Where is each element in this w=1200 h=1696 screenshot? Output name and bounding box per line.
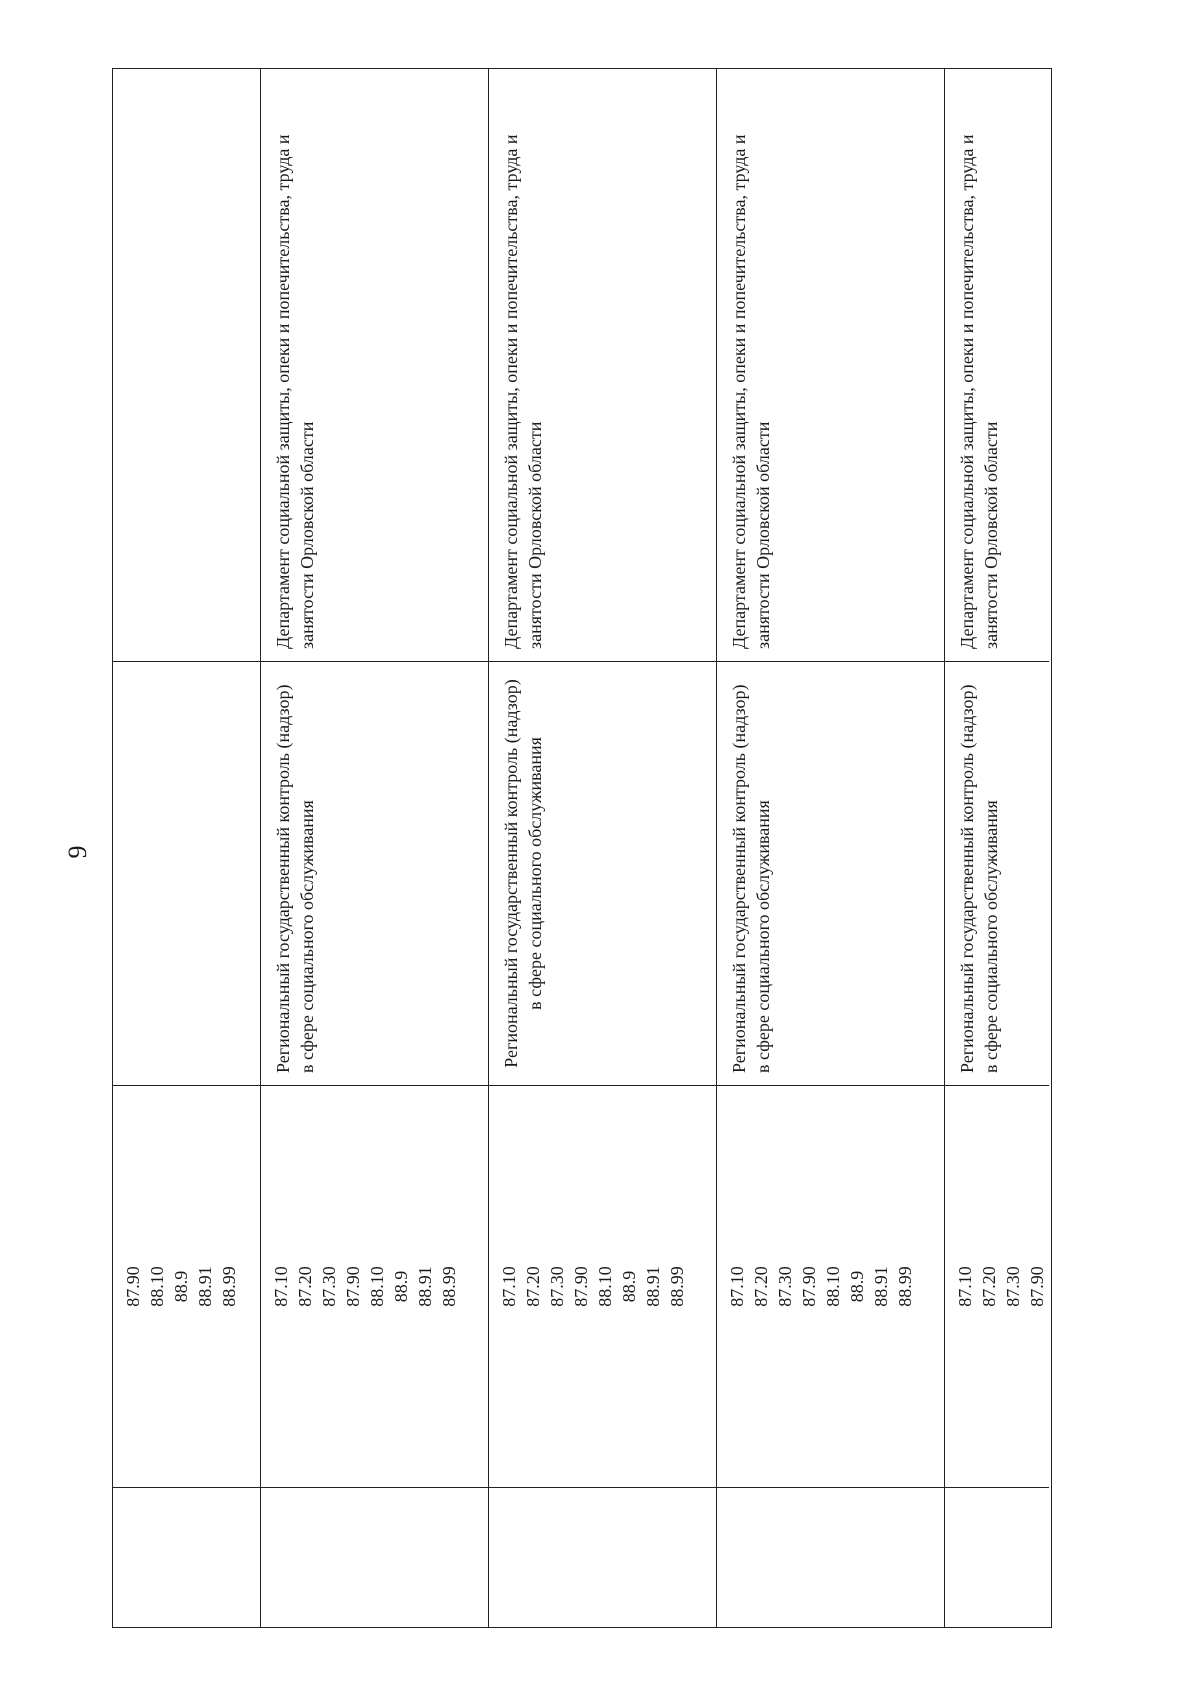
empty-cell [113,1487,260,1627]
okved-code: 87.90 [1027,1266,1047,1307]
department-cell: Департамент социальной защиты, опеки и попечительства, труда и занятости Орловской области [729,134,773,649]
okved-code: 87.10 [727,1266,747,1307]
okved-code: 88.91 [871,1266,891,1307]
table-row [261,69,489,1627]
control-type-cell [113,661,260,1085]
table-row [113,69,261,1627]
empty-cell [945,1487,1049,1627]
okved-code: 88.99 [439,1266,459,1307]
control-type-cell: Региональный государственный контроль (надзор) в сфере социального обслуживания [261,661,488,1085]
okved-code: 87.10 [271,1266,291,1307]
empty-cell [261,1487,488,1627]
okved-codes-cell [261,1085,488,1487]
empty-cell [717,1487,944,1627]
okved-code: 88.9 [391,1270,411,1303]
okved-code: 88.9 [171,1270,191,1303]
okved-code: 87.90 [123,1266,143,1307]
control-type-cell: Региональный государственный контроль (надзор) в сфере социального обслуживания [945,661,1049,1085]
okved-code: 88.10 [823,1266,843,1307]
department-cell: Департамент социальной защиты, опеки и попечительства, труда и занятости Орловской области [501,134,545,649]
table-row [489,69,717,1627]
okved-code: 87.30 [547,1266,567,1307]
okved-code: 88.10 [147,1266,167,1307]
okved-code: 88.99 [667,1266,687,1307]
okved-code: 87.90 [343,1266,363,1307]
okved-codes-cell [717,1085,944,1487]
department-cell [113,69,260,661]
okved-codes-cell [945,1085,1049,1487]
page-number: 9 [63,845,92,859]
okved-code: 87.20 [295,1266,315,1307]
control-type-cell: Региональный государственный контроль (надзор) в сфере социального обслуживания [489,661,716,1085]
okved-code: 87.90 [799,1266,819,1307]
okved-code: 88.99 [895,1266,915,1307]
okved-code: 87.30 [319,1266,339,1307]
okved-code: 88.10 [367,1266,387,1307]
control-type-cell: Региональный государственный контроль (надзор) в сфере социального обслуживания [717,661,944,1085]
okved-code: 88.99 [219,1266,239,1307]
table-container [112,68,1052,1628]
okved-code: 87.90 [571,1266,591,1307]
okved-code: 88.10 [595,1266,615,1307]
okved-code: 88.91 [415,1266,435,1307]
okved-code: 87.20 [523,1266,543,1307]
empty-cell [489,1487,716,1627]
okved-codes-cell [113,1085,260,1487]
okved-code: 87.10 [499,1266,519,1307]
table-row [717,69,945,1627]
okved-code: 88.9 [847,1270,867,1303]
okved-code: 88.91 [195,1266,215,1307]
okved-codes-cell [489,1085,716,1487]
activity-table [112,68,1052,1628]
okved-code: 87.30 [1003,1266,1023,1307]
okved-code: 88.91 [643,1266,663,1307]
okved-code: 87.20 [751,1266,771,1307]
table-row [945,69,1049,1627]
department-cell: Департамент социальной защиты, опеки и попечительства, труда и занятости Орловской области [273,134,317,649]
okved-code: 87.10 [955,1266,975,1307]
okved-code: 87.30 [775,1266,795,1307]
okved-code: 87.20 [979,1266,999,1307]
okved-code: 88.9 [619,1270,639,1303]
department-cell: Департамент социальной защиты, опеки и попечительства, труда и занятости Орловской области [957,134,1001,649]
